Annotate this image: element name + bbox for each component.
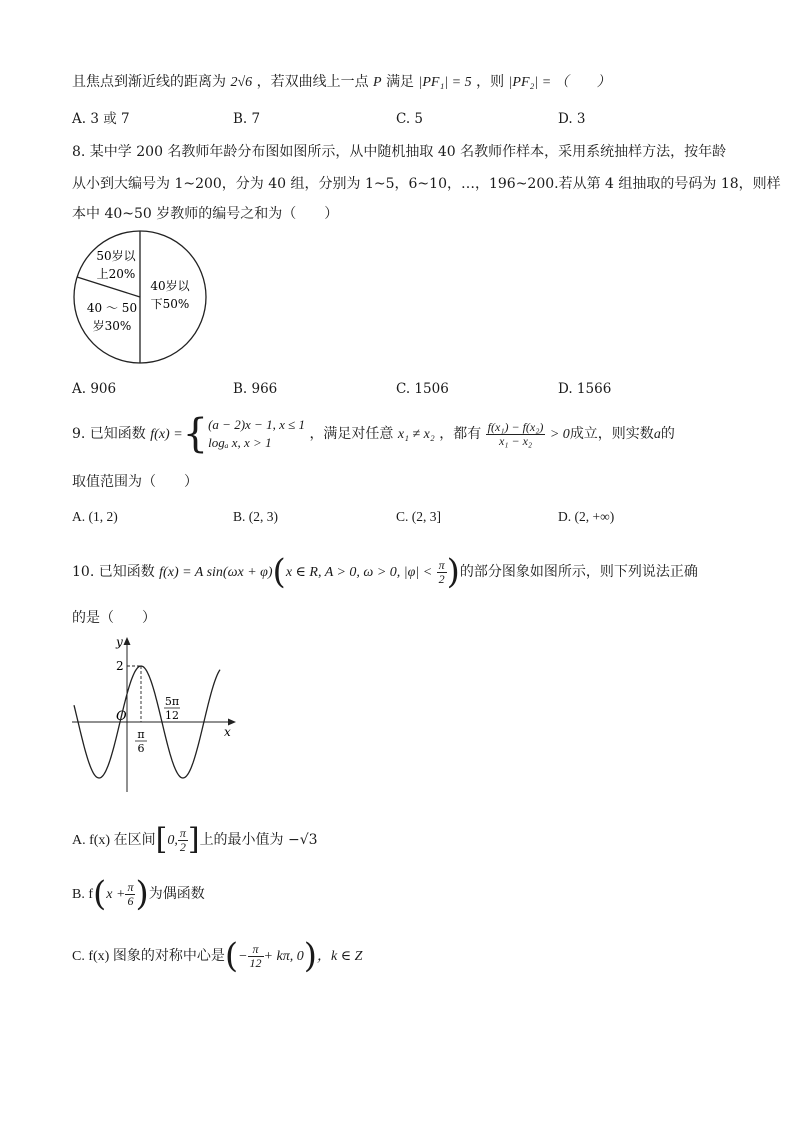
q7-statement xyxy=(72,72,611,93)
q10-option-a-frac-den: 2 xyxy=(179,839,186,854)
q9-option-d[interactable]: D. (2, +∞) xyxy=(558,509,615,524)
q10-option-c-post: ，k ∈ Z xyxy=(317,949,363,964)
q10-option-c[interactable] xyxy=(72,936,362,977)
q10-option-a-post: 上的最小值为 −√3 xyxy=(199,832,318,848)
q9-x1-ne-x2: x₁ ≠ x₂ xyxy=(397,427,435,442)
q9-statement xyxy=(72,412,675,457)
q10-line-2: 的是（ ） xyxy=(72,610,156,626)
q10-option-b-frac-den: 6 xyxy=(127,893,134,908)
q10-paren-right: ) xyxy=(446,552,460,592)
pie-slice-label-under40-a: 40岁以 xyxy=(150,279,190,293)
q8-option-c[interactable]: C. 1506 xyxy=(396,381,449,397)
q8-option-b[interactable]: B. 966 xyxy=(233,381,278,397)
tick-pi6-den: 6 xyxy=(137,742,145,755)
q10-option-c-pre: C. f(x) 图象的对称中心是 xyxy=(72,949,225,964)
q7-point-p: P xyxy=(373,75,382,90)
q10-graph xyxy=(70,632,242,794)
q10-statement xyxy=(72,550,698,595)
q9-case-1: (a − 2)x − 1, x ≤ 1 xyxy=(208,417,305,432)
q9-text-prefix: 9. 已知函数 xyxy=(72,426,146,442)
q10-option-b-x: x + xyxy=(106,887,126,902)
y-axis-arrow xyxy=(124,637,131,645)
q10-text-prefix: 10. 已知函数 xyxy=(72,564,155,580)
q10-option-b-paren-r: ) xyxy=(135,874,149,914)
q7-text-2: ，若双曲线上一点 xyxy=(256,74,369,90)
q10-option-a-frac-num: π xyxy=(179,825,186,840)
q10-option-c-frac xyxy=(248,943,264,970)
origin-label: O xyxy=(116,709,127,724)
q10-option-a-left: 0, xyxy=(167,833,178,848)
q9-fraction-denominator: x₁ − x₂ xyxy=(498,433,533,448)
q7-text-1: 且焦点到渐近线的距离为 xyxy=(72,74,226,90)
q9-text-suffix2: 的 xyxy=(660,426,675,442)
q10-option-b-pre: B. f xyxy=(72,887,93,902)
q10-frac-den: 2 xyxy=(438,571,445,586)
q9-option-b[interactable]: B. (2, 3) xyxy=(233,509,278,524)
q10-option-a[interactable] xyxy=(72,820,318,861)
q10-option-c-frac-den: 12 xyxy=(249,955,262,970)
q7-option-c[interactable]: C. 5 xyxy=(396,111,424,127)
q10-option-b[interactable] xyxy=(72,874,205,915)
q9-function-name: f(x) = xyxy=(150,427,183,442)
q10-option-c-mid: + kπ, 0 xyxy=(263,949,304,964)
q7-text-3: 满足 xyxy=(386,74,415,90)
q10-frac-num: π xyxy=(438,557,445,572)
q9-line-2: 取值范围为（ ） xyxy=(72,474,198,490)
q10-option-a-pre: A. f(x) 在区间 xyxy=(72,833,156,848)
q8-option-d[interactable]: D. 1566 xyxy=(558,381,612,397)
peak-value-label: 2 xyxy=(116,659,124,673)
q9-text-suffix: 成立，则实数 xyxy=(569,426,654,442)
q7-distance-value: 2√6 xyxy=(230,75,253,90)
q7-pf1: |PF₁| = 5 xyxy=(418,75,472,90)
tick-5pi12-den: 12 xyxy=(165,709,179,722)
tick-pi6-num: π xyxy=(137,728,145,741)
pie-slice-label-over50-b: 上20% xyxy=(96,267,136,281)
x-axis-label: x xyxy=(224,725,231,739)
pie-slice-label-40to50-a: 40 ～ 50 xyxy=(86,301,138,315)
q9-text-mid: ，满足对任意 xyxy=(309,426,394,442)
q10-text-suffix: 的部分图象如图所示，则下列说法正确 xyxy=(459,564,698,580)
q7-option-d[interactable]: D. 3 xyxy=(558,111,586,127)
q10-function: f(x) = A sin(ωx + φ) xyxy=(159,565,273,580)
q8-line-3: 本中 40~50 岁教师的编号之和为（ ） xyxy=(72,206,339,222)
q8-pie-chart xyxy=(72,228,212,368)
q9-fraction xyxy=(486,421,546,448)
q10-option-c-paren-r: ) xyxy=(303,936,317,976)
q10-option-c-minus: − xyxy=(238,949,248,964)
q8-line-1: 8. 某中学 200 名教师年龄分布图如图所示，从中随机抽取 40 名教师作样本，采用系统抽样方法，按年龄 xyxy=(72,144,727,160)
q9-piecewise xyxy=(208,416,305,452)
q7-option-a[interactable]: A. 3 或 7 xyxy=(72,111,130,127)
y-axis-label: y xyxy=(116,635,123,649)
q8-option-a[interactable]: A. 906 xyxy=(72,381,117,397)
q9-option-a[interactable]: A. (1, 2) xyxy=(72,509,118,524)
q9-gt0: > 0 xyxy=(549,427,570,442)
q9-case-2: logₐ x, x > 1 xyxy=(208,435,272,450)
q9-fraction-numerator: f(x₁) − f(x₂) xyxy=(487,419,544,434)
q10-option-b-frac-num: π xyxy=(127,879,134,894)
q7-text-4: ，则 xyxy=(476,74,505,90)
q9-text-mid2: ，都有 xyxy=(439,426,482,442)
q10-pi-over-2 xyxy=(437,559,447,586)
q7-pf2: |PF₂| = （ ） xyxy=(508,75,611,90)
q10-option-a-bracket-r: ] xyxy=(187,822,200,857)
q10-option-a-frac xyxy=(178,827,188,854)
q10-option-b-paren-l: ( xyxy=(93,874,107,914)
pie-slice-label-over50-a: 50岁以 xyxy=(96,249,136,263)
q10-option-a-bracket-l: [ xyxy=(155,822,168,857)
q10-option-b-frac xyxy=(125,881,135,908)
q10-option-b-post: 为偶函数 xyxy=(148,886,205,902)
q10-paren-left: ( xyxy=(272,552,286,592)
q7-option-b[interactable]: B. 7 xyxy=(233,111,261,127)
q10-condition: x ∈ R, A > 0, ω > 0, |φ| < xyxy=(285,565,433,580)
q10-option-c-paren-l: ( xyxy=(224,936,239,976)
pie-slice-label-40to50-b: 岁30% xyxy=(92,319,132,333)
tick-5pi12-num: 5π xyxy=(164,695,180,708)
pie-slice-label-under40-b: 下50% xyxy=(150,297,190,311)
q9-var-a: a xyxy=(653,427,661,442)
q9-option-c[interactable]: C. (2, 3] xyxy=(396,509,441,524)
q10-option-c-frac-num: π xyxy=(248,943,264,957)
q8-line-2: 从小到大编号为 1~200，分为 40 组，分别为 1~5，6~10，…，196~200.若从第 4 组抽取的号码为 18，则样 xyxy=(72,176,781,192)
q9-brace: { xyxy=(182,411,209,457)
